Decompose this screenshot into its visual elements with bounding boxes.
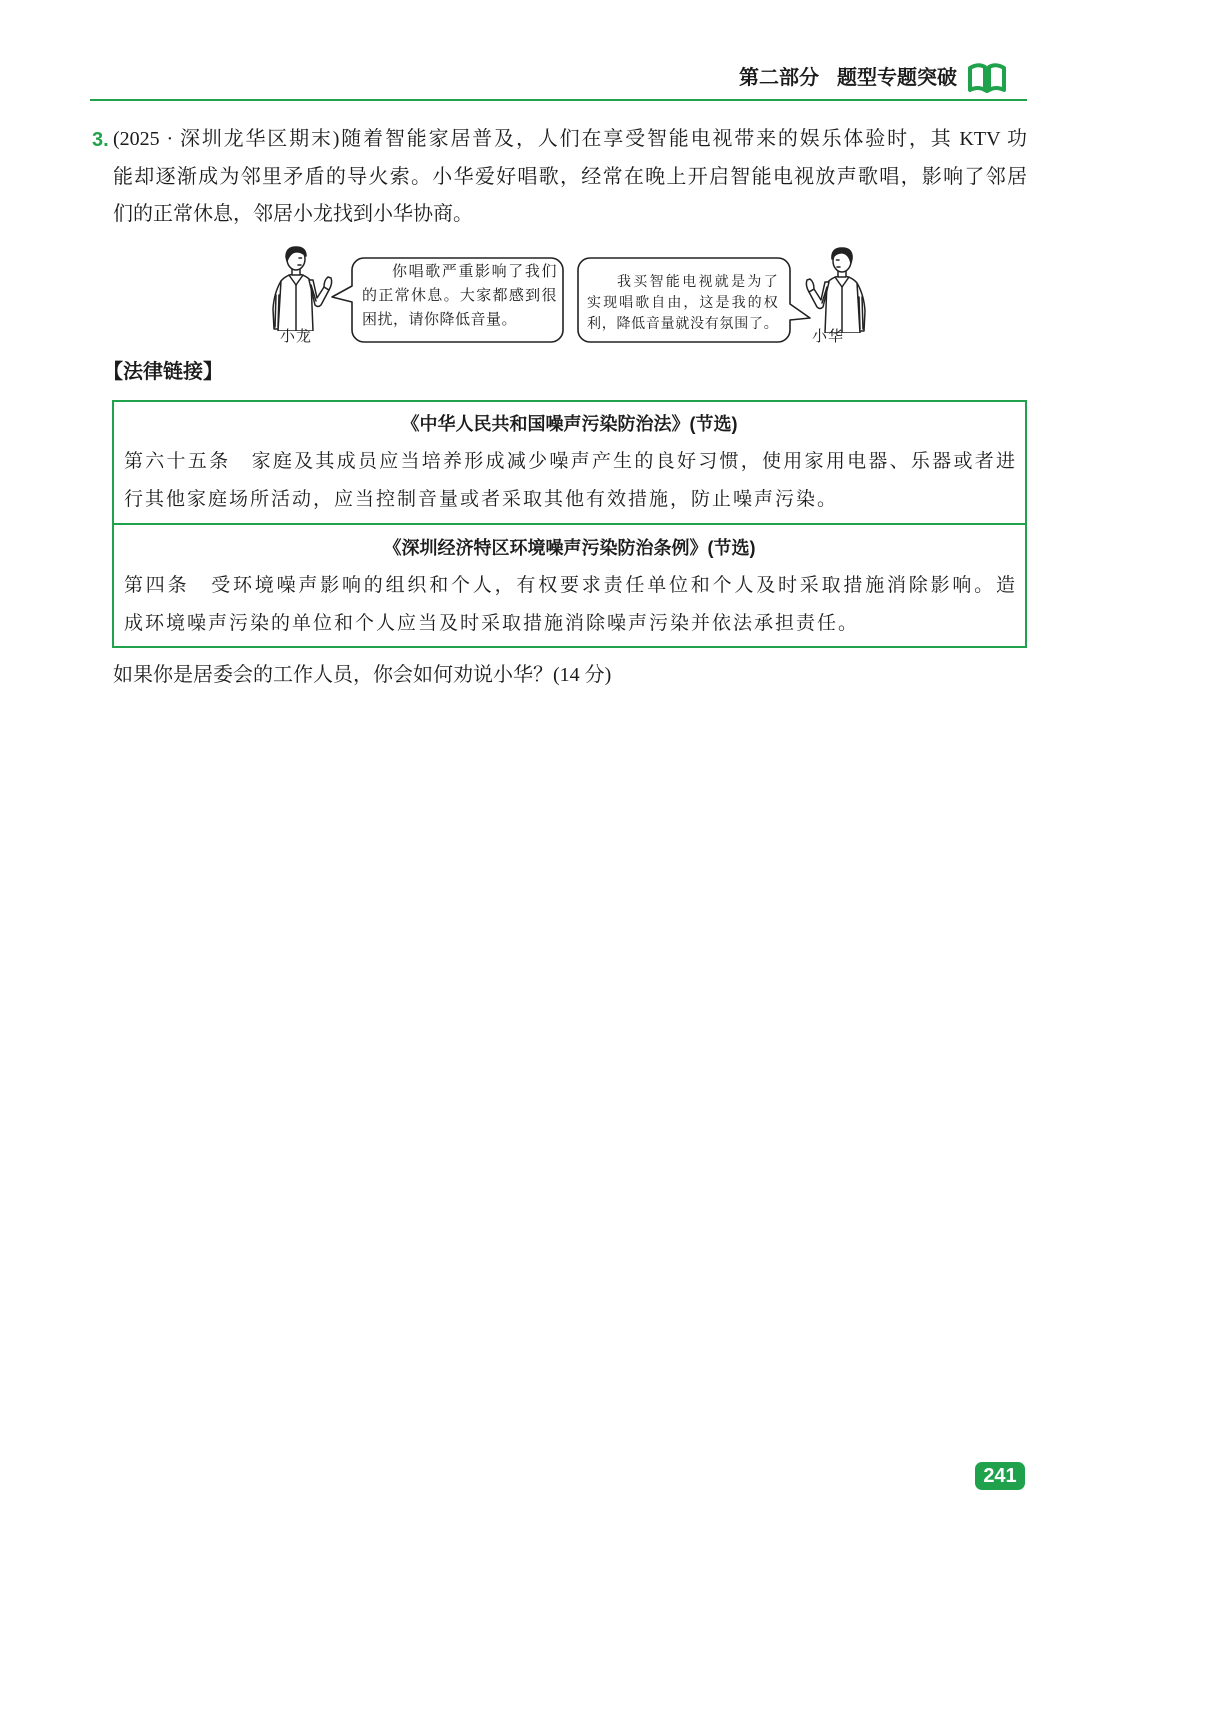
speech-bubble-left-text xyxy=(362,260,557,332)
bubble-line: 利，降低音量就没有氛围了。 xyxy=(587,317,778,332)
bubble-line: 你唱歌严重影响了我们 xyxy=(392,264,557,280)
law-title: 《深圳经济特区环境噪声污染防治条例》(节选) xyxy=(383,538,756,558)
law-article-line: 行其他家庭场所活动，应当控制音量或者采取其他有效措施，防止噪声污染。 xyxy=(124,488,839,510)
law-article-line: 成环境噪声污染的单位和个人应当及时采取措施消除噪声污染并依法承担责任。 xyxy=(124,612,860,634)
question-line: 们的正常休息，邻居小龙找到小华协商。 xyxy=(113,203,473,225)
speaker-name-xiaolong: 小龙 xyxy=(280,329,313,345)
question-prompt: 如果你是居委会的工作人员，你会如何劝说小华？(14 分) xyxy=(113,664,612,686)
question-line: 能却逐渐成为邻里矛盾的导火索。小华爱好唱歌，经常在晚上开启智能电视放声歌唱，影响了邻居 xyxy=(113,165,1027,188)
bubble-line: 我买智能电视就是为了 xyxy=(617,275,778,290)
law-article-line: 第四条 受环境噪声影响的组织和个人，有权要求责任单位和个人及时采取措施消除影响。造 xyxy=(124,575,1017,596)
page-header xyxy=(600,62,957,94)
page-number: 241 xyxy=(975,1462,1025,1490)
question-line: (2025 · 深圳龙华区期末)随着智能家居普及，人们在享受智能电视带来的娱乐体验时，其 KTV 功 xyxy=(113,128,1027,150)
header-part: 第二部分 xyxy=(739,67,819,89)
bubble-line: 的正常休息。大家都感到很 xyxy=(362,288,557,304)
speaker-name-xiaohua: 小华 xyxy=(812,329,845,345)
xiaohua-figure xyxy=(802,245,874,333)
law-article-line: 第六十五条 家庭及其成员应当培养形成减少噪声产生的良好习惯，使用家用电器、乐器或者进 xyxy=(124,451,1017,472)
open-book-icon xyxy=(966,61,1008,95)
speech-bubble-right-text xyxy=(587,272,778,335)
law-divider xyxy=(114,523,1025,525)
question-number: 3. xyxy=(92,129,109,151)
xiaolong-figure xyxy=(264,243,336,331)
bubble-line: 实现唱歌自由，这是我的权 xyxy=(587,296,778,311)
header-title: 题型专题突破 xyxy=(837,67,957,89)
header-rule xyxy=(90,99,1027,101)
law-link-heading: 【法律链接】 xyxy=(103,361,223,383)
law-article xyxy=(124,567,1017,642)
question-stem xyxy=(113,121,1027,234)
bubble-line: 困扰，请你降低音量。 xyxy=(362,312,518,328)
law-link-box xyxy=(112,400,1027,648)
law-title: 《中华人民共和国噪声污染防治法》(节选) xyxy=(401,414,738,434)
law-article xyxy=(124,443,1017,518)
